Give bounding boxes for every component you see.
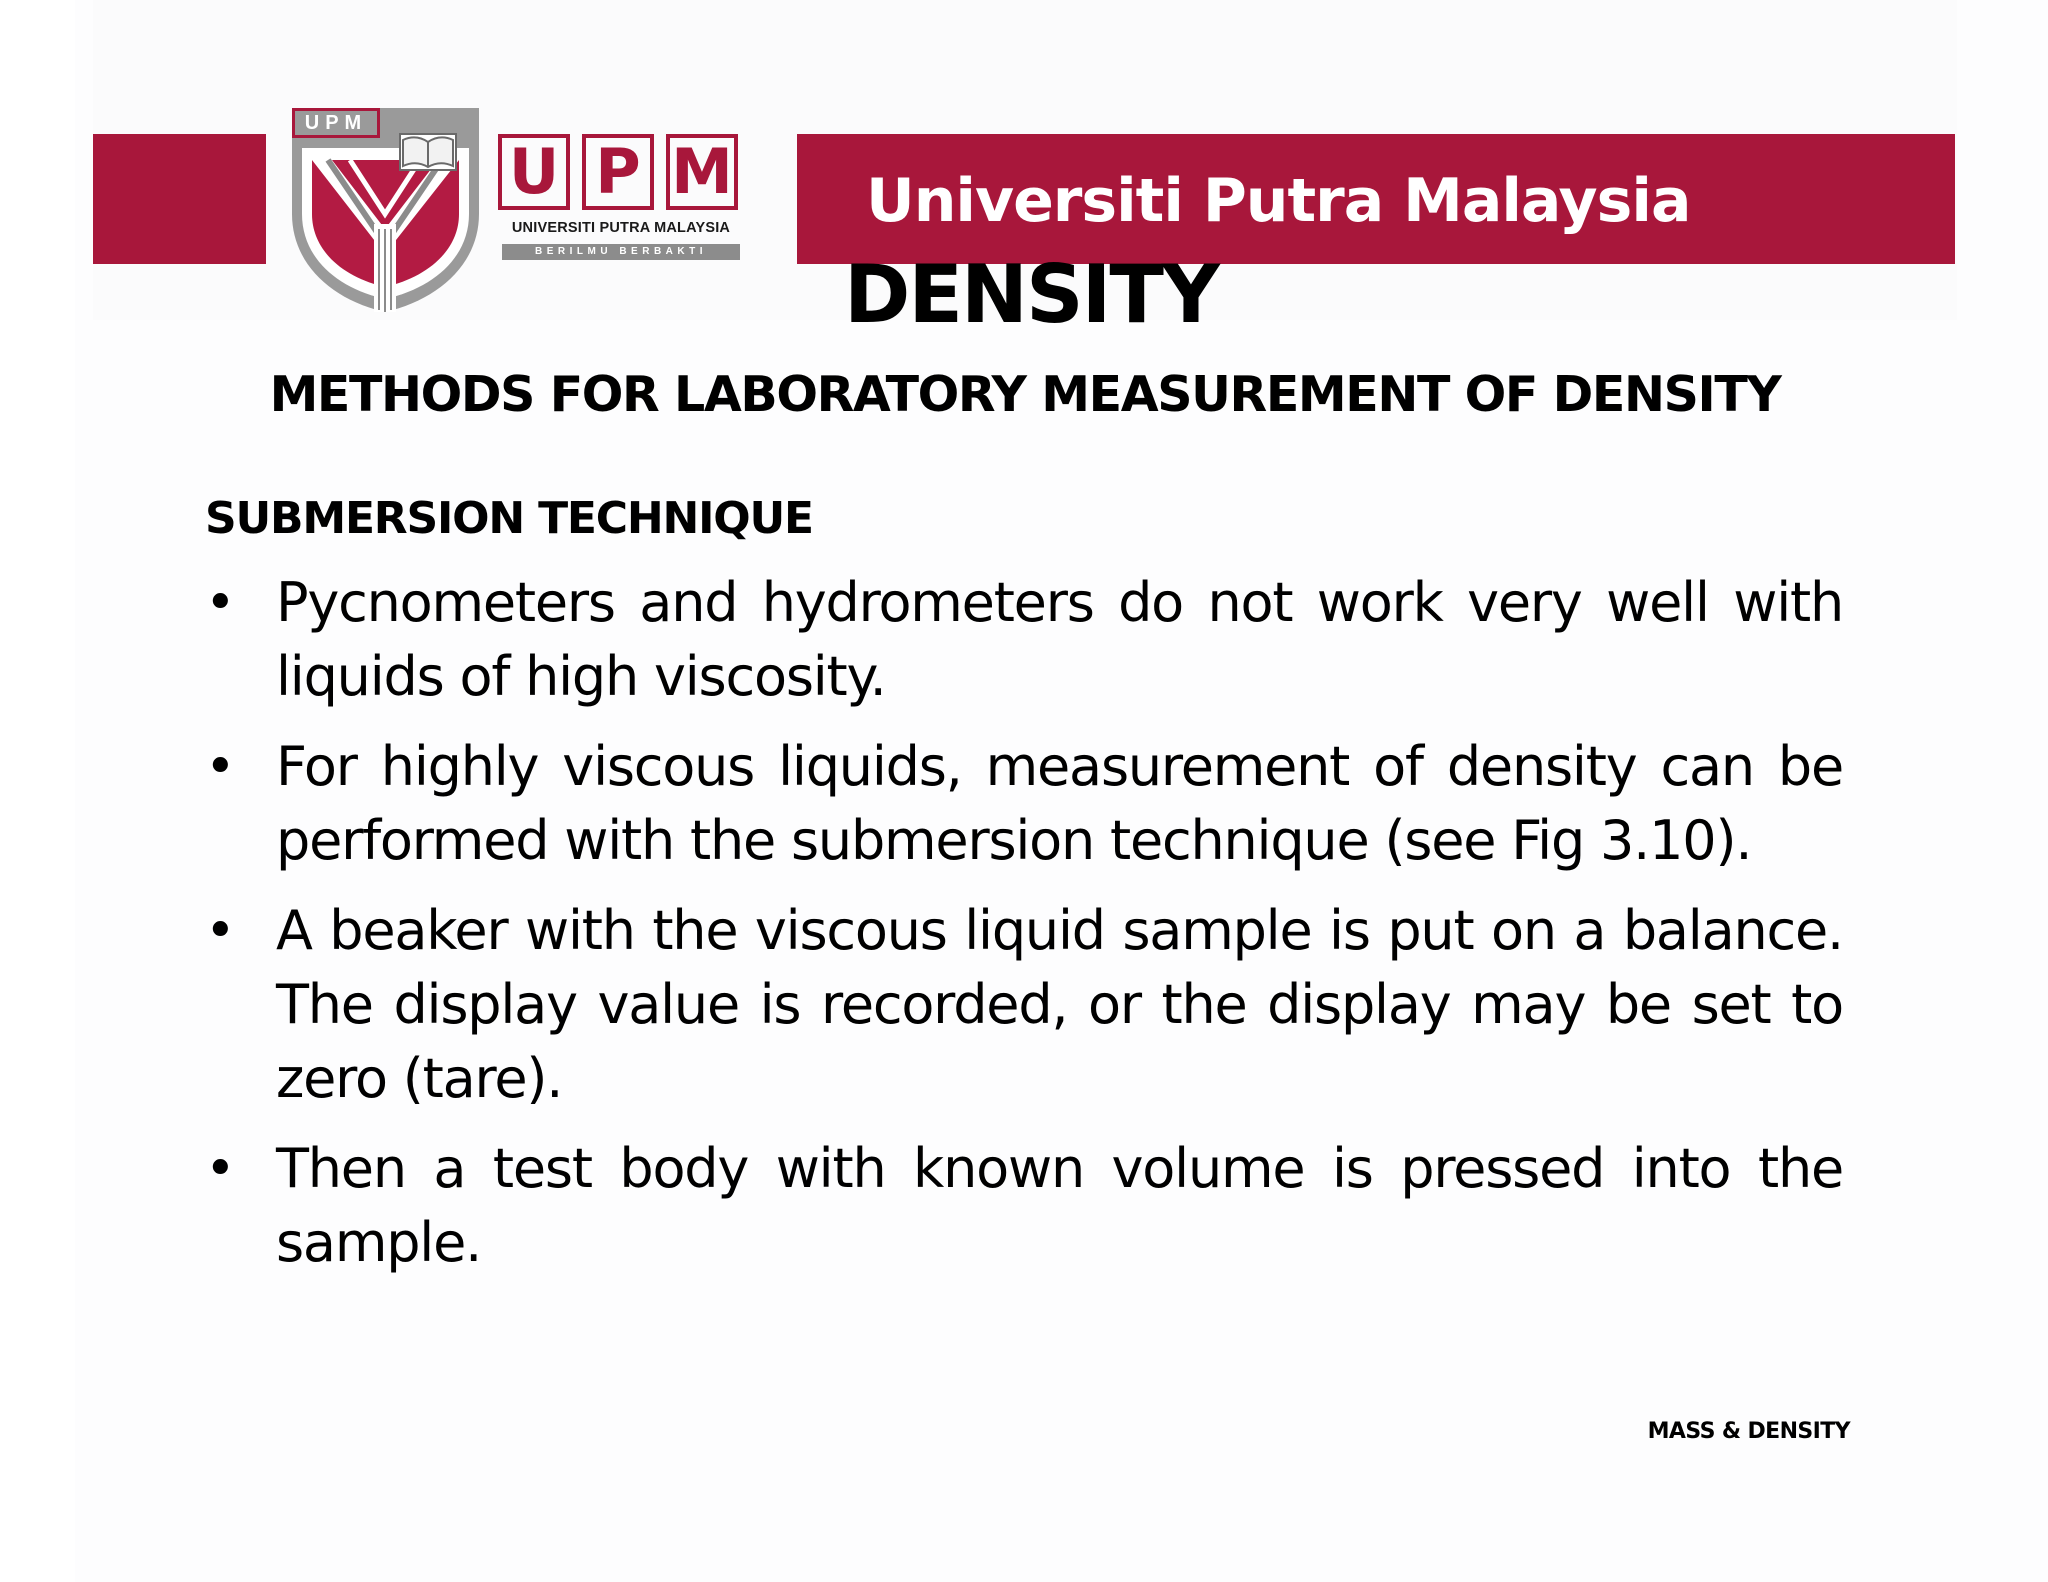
brand-band-left [93, 134, 266, 264]
logo-letter-p: P [582, 134, 654, 210]
bullet-icon: • [205, 901, 236, 961]
logo-letter-m: M [666, 134, 738, 210]
list-item [205, 1132, 1843, 1280]
bullet-text: Pycnometers and hydrometers do not work very well with liquids of high viscosity. [276, 571, 1843, 708]
list-item [205, 566, 1843, 714]
bullet-icon: • [205, 737, 236, 797]
shield-tag-text: UPM [304, 112, 368, 134]
logo-motto: BERILMU BERBAKTI [502, 244, 740, 260]
university-banner-text: Universiti Putra Malaysia [866, 166, 1691, 236]
bullet-text: A beaker with the viscous liquid sample is put on a balance. The display value is recorded, or the display may be set to zero (tare). [276, 899, 1843, 1110]
slide-subtitle: METHODS FOR LABORATORY MEASUREMENT OF DENSITY [269, 366, 1781, 423]
logo-university-name: UNIVERSITI PUTRA MALAYSIA [511, 220, 731, 236]
page-title: DENSITY [844, 248, 1218, 341]
bullet-icon: • [205, 1139, 236, 1199]
footer-label: MASS & DENSITY [1647, 1419, 1850, 1444]
bullet-icon: • [205, 573, 236, 633]
list-item [205, 730, 1843, 878]
logo-letter-u: U [498, 134, 570, 210]
bullet-text: Then a test body with known volume is pressed into the sample. [276, 1137, 1843, 1274]
bullet-text: For highly viscous liquids, measurement of density can be performed with the submersion technique (see Fig 3.10). [276, 735, 1843, 872]
bullet-list [205, 566, 1843, 1296]
section-heading: SUBMERSION TECHNIQUE [205, 493, 813, 544]
list-item [205, 894, 1843, 1116]
upm-wordmark [496, 134, 746, 264]
shield-tag [292, 108, 380, 138]
